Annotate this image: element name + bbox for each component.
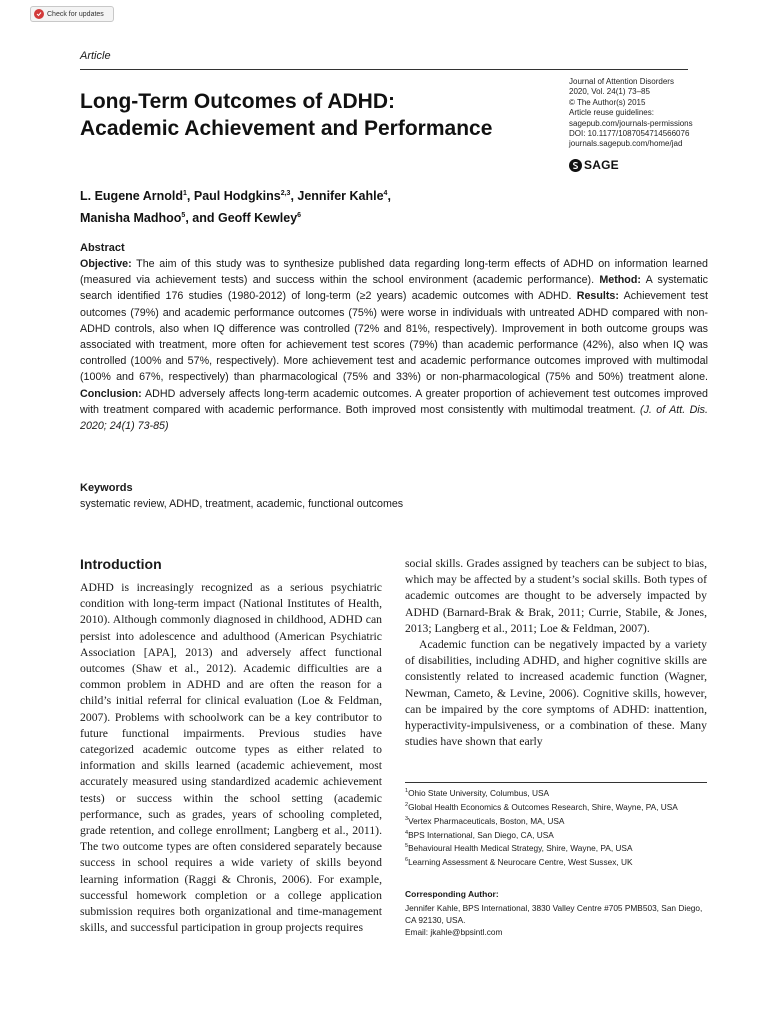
conclusion-label: Conclusion: bbox=[80, 387, 142, 400]
author-affiliation-marker: 5 bbox=[181, 212, 186, 220]
affiliation-item bbox=[405, 799, 707, 813]
introduction-paragraph: Academic function can be negatively impacted by a variety of disabilities, including ADHD, and higher cognitive skills are consistently related to increased academic function (Wagner, Newman, Cameto, & Levine, 2006). Cognitive skills, however, can be impaired by the core symptoms of ADHD: inattention, hyperactivity-impulsiveness, or a combination of these. Many studies have shown that early bbox=[405, 638, 707, 749]
introduction-right-column bbox=[405, 556, 707, 750]
title-line-1: Long-Term Outcomes of ADHD: bbox=[80, 90, 395, 113]
results-label: Results: bbox=[576, 290, 619, 303]
check-for-updates-label: Check for updates bbox=[47, 10, 104, 18]
affiliation-number: 1 bbox=[405, 788, 409, 794]
journal-reuse-label: Article reuse guidelines: bbox=[569, 108, 654, 118]
journal-doi[interactable]: DOI: 10.1177/1087054714566076 bbox=[569, 129, 690, 139]
affiliation-item bbox=[405, 813, 707, 827]
check-updates-icon bbox=[34, 9, 44, 19]
affiliation-number: 3 bbox=[405, 815, 409, 822]
abstract-body bbox=[80, 256, 708, 434]
author-name: Jennifer Kahle bbox=[297, 189, 384, 204]
affiliation-text: Vertex Pharmaceuticals, Boston, MA, USA bbox=[408, 815, 565, 826]
keywords-list: systematic review, ADHD, treatment, academic, functional outcomes bbox=[80, 498, 404, 510]
introduction-paragraph: social skills. Grades assigned by teachers can be subject to bias, which may be affected by a student’s social skills. Both types of academic outcomes are thought to be adversely impacted by ADHD (Barnard-Brak & Brak, 2011; Currie, Stabile, & Jones, 2013; Langberg et al., 2011; Loe & Feldman, 2007). bbox=[405, 557, 707, 635]
sage-wordmark: SAGE bbox=[584, 158, 619, 172]
check-for-updates-button[interactable] bbox=[30, 6, 114, 22]
affiliation-text: Behavioural Health Medical Strategy, Shire, Wayne, PA, USA bbox=[408, 843, 633, 854]
author-name: L. Eugene Arnold bbox=[80, 189, 184, 204]
objective-label: Objective: bbox=[80, 258, 132, 270]
corresponding-author-heading: Corresponding Author: bbox=[405, 889, 499, 899]
introduction-left-column: ADHD is increasingly recognized as a serious psychiatric condition with long-term impact (National Institutes of Health, 2010). Although commonly diagnosed in childhood, ADHD can persist into adolescence and adulthood (American Psychiatric Association [APA], 2013) and adversely affect functional outcomes (Shaw et al., 2012). Academic difficulties are a common problem in ADHD and are often the reason for a child’s initial referral for clinical evaluation (Loe & Feldman, 2007). Problems with schoolwork can be a key contributor to future functional impairments. Previous studies have categorized academic outcome types as either related to information and skills learned (academic achievement, most accurately measured using standardized academic achievement tests) or success within the school setting (academic performance, such as grades, years of schooling completed, grade retention, and college enrollment; Langberg et al., 2011). The two outcome types are often considered separately because success in school requires a wide variety of skills beyond learning information (Raggi & Chronis, 2006). For example, successful homework completion or a college application submission requires both organizational and time-management skills, and successful participation in group projects requires bbox=[80, 581, 382, 935]
author-list bbox=[80, 184, 520, 228]
sage-logo-icon bbox=[569, 159, 582, 172]
author-name: Geoff Kewley bbox=[217, 211, 298, 226]
affiliation-number: 4 bbox=[405, 829, 409, 836]
sage-logo bbox=[569, 158, 619, 172]
abstract-heading: Abstract bbox=[80, 242, 125, 254]
author-separator: , bbox=[186, 189, 194, 204]
author-affiliation-marker: 6 bbox=[297, 212, 302, 220]
author-separator: , and bbox=[185, 211, 218, 226]
conclusion-text: ADHD adversely affects long-term academic outcomes. A greater proportion of achievement test outcomes improved with treatment compared with academic performance. Both improved most consistently with multimodal treatment. bbox=[80, 387, 708, 416]
affiliation-item bbox=[405, 827, 707, 841]
introduction-heading: Introduction bbox=[80, 556, 162, 572]
article-type-label: Article bbox=[80, 50, 111, 62]
author-name: Paul Hodgkins bbox=[193, 189, 281, 204]
author-affiliation-marker: 1 bbox=[183, 190, 187, 197]
affiliation-text: BPS International, San Diego, CA, USA bbox=[408, 829, 554, 840]
journal-copyright: © The Author(s) 2015 bbox=[569, 97, 646, 107]
header-divider bbox=[80, 69, 688, 70]
affiliation-item bbox=[405, 840, 707, 854]
author-separator: , bbox=[387, 189, 391, 204]
author-separator: , bbox=[290, 189, 298, 204]
journal-name: Journal of Attention Disorders bbox=[569, 77, 674, 86]
affiliation-item bbox=[405, 854, 707, 868]
affiliation-text: Global Health Economics & Outcomes Research, Shire, Wayne, PA, USA bbox=[408, 801, 678, 812]
method-text: A systematic search identified 176 studies (1980-2012) of long-term (≥2 years) academic outcomes with ADHD. bbox=[80, 274, 708, 303]
footnote-divider bbox=[405, 782, 707, 783]
corresponding-author-email[interactable]: Email: jkahle@bpsintl.com bbox=[405, 927, 503, 938]
journal-permissions-link[interactable]: sagepub.com/journals-permissions bbox=[569, 118, 693, 128]
corresponding-author-address: Jennifer Kahle, BPS International, 3830 Valley Centre #705 PMB503, San Diego, CA 92130, USA. bbox=[405, 903, 703, 926]
paper-title bbox=[80, 88, 550, 142]
affiliation-item bbox=[405, 785, 707, 799]
objective-text: The aim of this study was to synthesize published data regarding long-term effects of ADHD on information learned (measured via achievement tests) and success within the school environment (academic performance). bbox=[80, 258, 708, 287]
author-affiliation-marker: 4 bbox=[383, 190, 388, 197]
affiliations-list bbox=[405, 785, 707, 868]
keywords-heading: Keywords bbox=[80, 482, 133, 494]
journal-info bbox=[569, 77, 693, 150]
corresponding-author-details bbox=[405, 902, 707, 938]
affiliation-text: Learning Assessment & Neurocare Centre, West Sussex, UK bbox=[408, 857, 633, 868]
journal-homepage-link[interactable]: journals.sagepub.com/home/jad bbox=[569, 139, 683, 149]
journal-volume: 2020, Vol. 24(1) 73–85 bbox=[569, 87, 650, 97]
method-label: Method: bbox=[599, 274, 641, 287]
affiliation-text: Ohio State University, Columbus, USA bbox=[408, 787, 550, 798]
author-affiliation-marker: 2,3 bbox=[280, 190, 291, 197]
abstract-citation: (J. of Att. Dis. 2020; 24(1) 73-85) bbox=[80, 403, 708, 433]
affiliation-number: 2 bbox=[405, 801, 409, 808]
affiliation-number: 5 bbox=[405, 843, 409, 850]
author-name: Manisha Madhoo bbox=[80, 211, 182, 226]
affiliation-number: 6 bbox=[405, 857, 409, 864]
title-line-2: Academic Achievement and Performance bbox=[80, 117, 493, 140]
results-text: Achievement test outcomes (79%) and academic performance outcomes (75%) were worse in individuals with untreated ADHD compared with non-ADHD controls, also when IQ difference was controlled (72% and 81%, respectively). Improvement in both outcome groups was associated with treatment, more often for achievement test scores (79%) than academic performance (42%), also when IQ was controlled (100% and 57%, respectively). More achievement test and academic performance outcomes improved with multimodal (100% and 67%, respectively) than pharmacological (75% and 33%) or non-pharmacological (75% and 50%) treatment alone. bbox=[80, 290, 708, 384]
